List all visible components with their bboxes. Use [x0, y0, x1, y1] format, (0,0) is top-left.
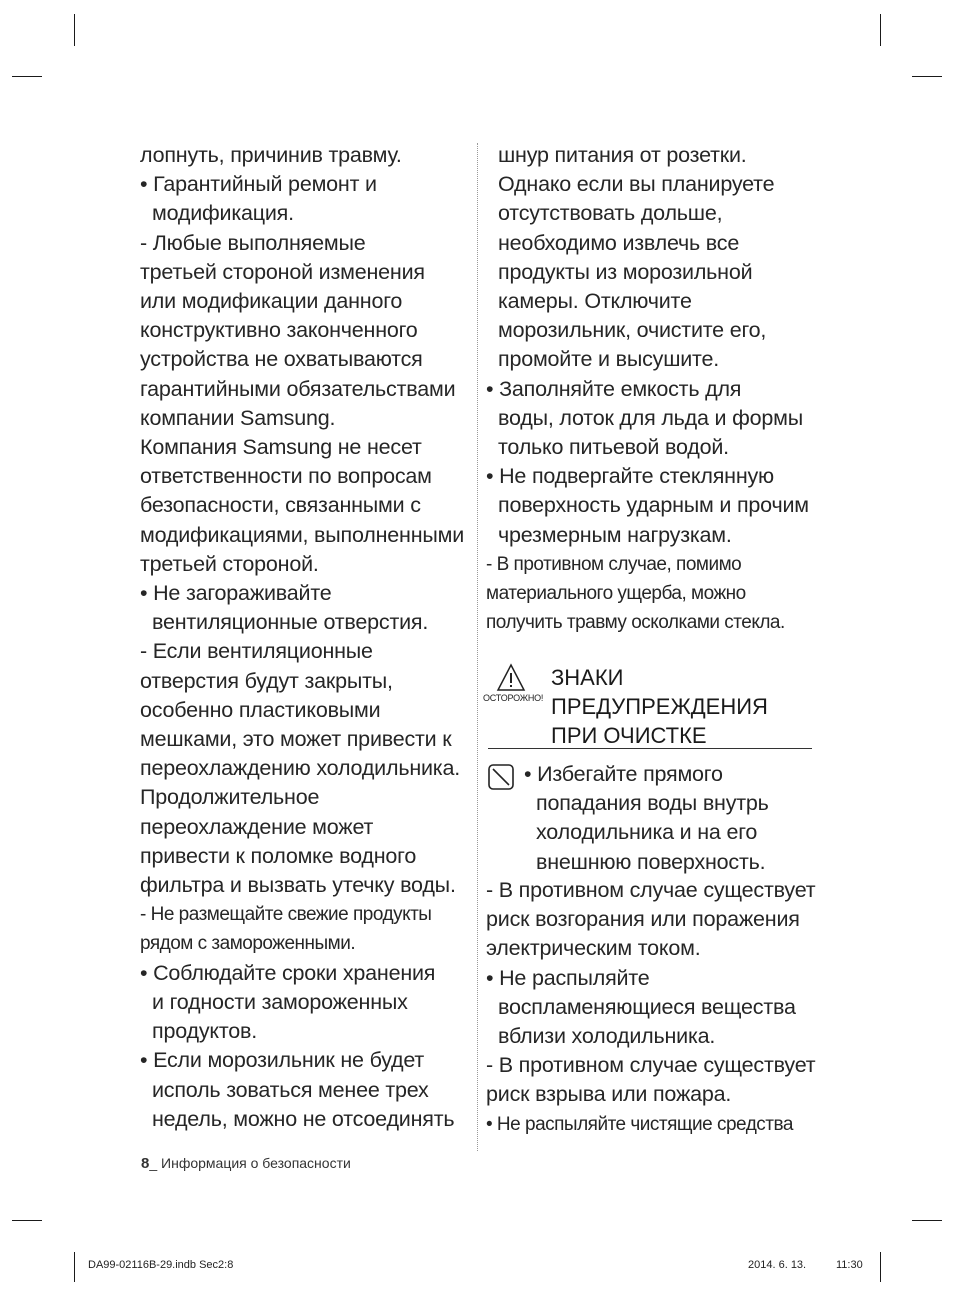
text-line: внешнюю поверхность.	[536, 849, 766, 874]
text-line: электрическим током.	[486, 936, 701, 961]
text-line: модификация.	[152, 201, 294, 226]
text-line: холодильника и на его	[536, 820, 758, 845]
crop-mark	[74, 14, 75, 46]
text-line: воды, лоток для льда и формы	[498, 405, 803, 430]
slug-file: DA99-02116B-29.indb Sec2:8	[88, 1259, 234, 1271]
text-line: промойте и высушите.	[498, 347, 719, 372]
text-line: воспламеняющиеся вещества	[498, 994, 796, 1019]
cleaning-warning-header	[483, 663, 813, 749]
text-line: вентиляционные отверстия.	[152, 610, 429, 635]
text-line: фильтра и вызвать утечку воды.	[140, 873, 456, 898]
crop-mark	[880, 1252, 881, 1282]
caution-label: ОСТОРОЖНО!	[483, 693, 544, 703]
text-line: Компания Samsung не несет	[140, 435, 422, 460]
section-title	[551, 663, 768, 750]
text-line: третьей стороной.	[140, 551, 319, 576]
text-line: переохлаждению холодильника.	[140, 756, 461, 781]
text-line: конструктивно законченного	[140, 318, 418, 343]
text-line: попадания воды внутрь	[536, 791, 769, 816]
text-line: рядом с замороженными.	[140, 933, 356, 955]
text-line: Однако если вы планируете	[498, 172, 775, 197]
crop-mark	[880, 14, 881, 46]
text-line: мешками, это может привести к	[140, 727, 452, 752]
text-line: риск взрыва или пожара.	[486, 1082, 732, 1107]
text-line: • Не распыляйте чистящие средства	[486, 1113, 793, 1135]
text-line: • Если морозильник не будет	[140, 1048, 425, 1073]
crop-mark	[12, 1220, 42, 1221]
text-line: гарантийными обязательствами	[140, 376, 456, 401]
text-line: третьей стороной изменения	[140, 259, 425, 284]
text-line: отсутствовать дольше,	[498, 201, 723, 226]
text-line: вблизи холодильника.	[498, 1024, 716, 1049]
text-line: модификациями, выполненными	[140, 522, 465, 547]
text-line: или модификации данного	[140, 289, 403, 314]
text-line: • Избегайте прямого	[524, 762, 723, 786]
right-column-bottom	[486, 876, 821, 1139]
text-line: • Гарантийный ремонт и	[140, 172, 377, 197]
slug-date: 2014. 6. 13.	[748, 1259, 807, 1271]
text-line: камеры. Отключите	[498, 289, 692, 314]
text-line: - Любые выполняемые	[140, 230, 366, 255]
text-line: - Если вентиляционные	[140, 639, 373, 664]
right-column-top	[486, 141, 821, 637]
text-line: риск возгорания или поражения	[486, 907, 800, 932]
text-line: только питьевой водой.	[498, 435, 729, 460]
text-line: поверхность ударным и прочим	[498, 493, 809, 518]
crop-mark	[12, 76, 42, 77]
text-line: • Заполняйте емкость для	[486, 376, 742, 401]
text-line: привести к поломке водного	[140, 843, 417, 868]
text-line: шнур питания от розетки.	[498, 143, 747, 167]
text-line: лопнуть, причинив травму.	[140, 143, 402, 167]
text-line: ответственности по вопросам	[140, 464, 432, 489]
text-line: недель, можно не отсоединять	[152, 1106, 455, 1131]
text-line: безопасности, связанными с	[140, 493, 421, 518]
prohibition-icon	[488, 764, 514, 790]
text-line: устройства не охватываются	[140, 347, 423, 372]
text-line: морозильник, очистите его,	[498, 318, 767, 343]
text-line: получить травму осколками стекла.	[486, 612, 785, 634]
text-line: компании Samsung.	[140, 405, 336, 430]
text-line: материального ущерба, можно	[486, 583, 746, 605]
text-line: необходимо извлечь все	[498, 230, 740, 255]
text-line: продуктов.	[152, 1019, 257, 1044]
crop-mark	[912, 1220, 942, 1221]
page-footer	[141, 1155, 351, 1172]
text-line: Продолжительное	[140, 785, 320, 810]
left-column	[140, 141, 470, 1134]
text-line: отверстия будут закрыты,	[140, 668, 393, 693]
crop-mark	[912, 76, 942, 77]
text-line: - Не размещайте свежие продукты	[140, 904, 432, 926]
text-line: переохлаждение может	[140, 814, 374, 839]
text-line: • Соблюдайте сроки хранения	[140, 960, 436, 985]
text-line: продукты из морозильной	[498, 259, 753, 284]
section-title-line: ПРЕДУПРЕЖДЕНИЯ	[551, 694, 768, 719]
text-line: особенно пластиковыми	[140, 697, 381, 722]
crop-mark	[74, 1252, 75, 1282]
no-water-item	[524, 760, 824, 877]
text-line: исполь зоваться менее трех	[152, 1077, 429, 1102]
text-line: - В противном случае существует	[486, 1053, 816, 1078]
text-line: • Не распыляйте	[486, 965, 650, 990]
section-rule	[488, 748, 812, 749]
footer-section: _ Информация о безопасности	[149, 1155, 351, 1171]
text-line: • Не подвергайте стеклянную	[486, 464, 774, 489]
text-line: чрезмерным нагрузкам.	[498, 522, 732, 547]
section-title-line: ПРИ ОЧИСТКЕ	[551, 723, 707, 748]
page-number: 8	[141, 1155, 150, 1172]
text-line: - В противном случае существует	[486, 878, 816, 902]
slug-time: 11:30	[836, 1259, 863, 1271]
warning-triangle-icon	[496, 663, 526, 693]
section-title-line: ЗНАКИ	[551, 665, 624, 690]
column-divider	[477, 143, 478, 1151]
text-line: - В противном случае, помимо	[486, 553, 742, 575]
text-line: и годности замороженных	[152, 989, 408, 1014]
text-line: • Не загораживайте	[140, 581, 332, 606]
